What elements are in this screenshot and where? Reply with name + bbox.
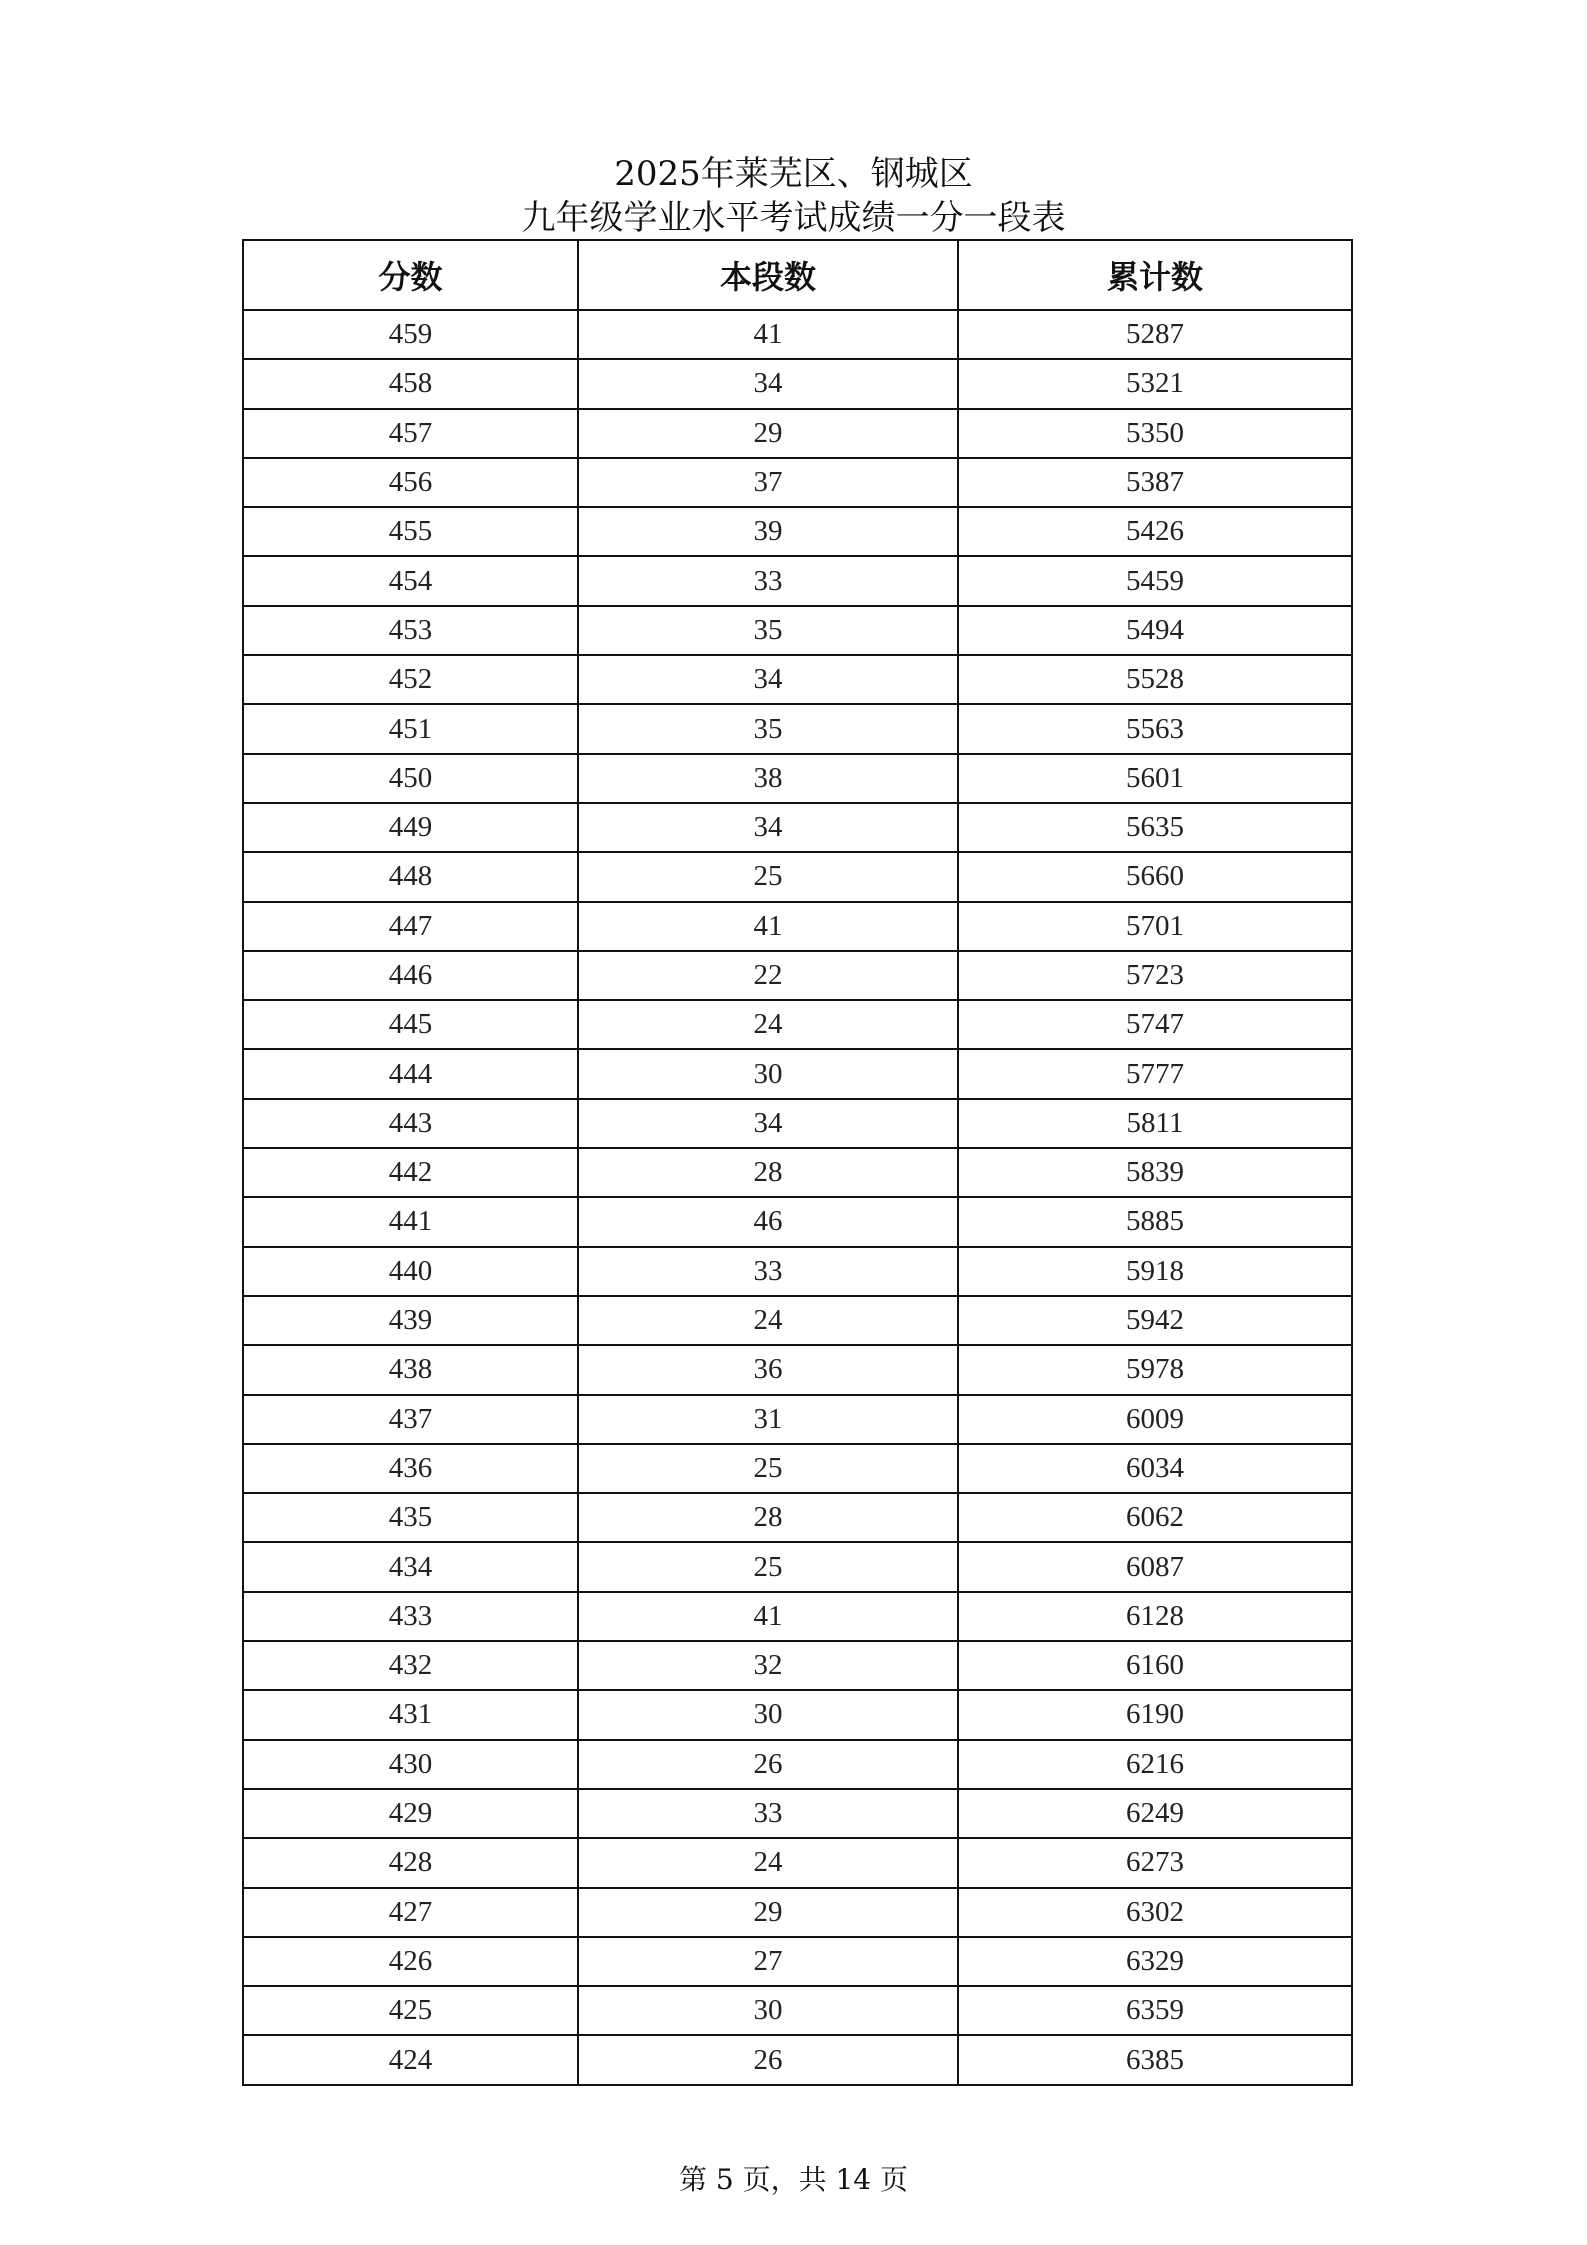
table-row <box>243 902 1352 951</box>
cell-cumulative-count: 6385 <box>958 2035 1352 2084</box>
cell-score: 427 <box>243 1888 578 1937</box>
cell-cumulative-count: 5701 <box>958 902 1352 951</box>
cell-cumulative-count: 6329 <box>958 1937 1352 1986</box>
cell-cumulative-count: 5885 <box>958 1197 1352 1246</box>
table-row <box>243 1345 1352 1394</box>
cell-segment-count: 39 <box>578 507 958 556</box>
table-row <box>243 1592 1352 1641</box>
column-header-segment-count: 本段数 <box>578 240 958 310</box>
cell-segment-count: 25 <box>578 1542 958 1591</box>
cell-cumulative-count: 5747 <box>958 1000 1352 1049</box>
cell-segment-count: 41 <box>578 902 958 951</box>
cell-cumulative-count: 5942 <box>958 1296 1352 1345</box>
table-row <box>243 1740 1352 1789</box>
cell-score: 443 <box>243 1099 578 1148</box>
cell-segment-count: 33 <box>578 1789 958 1838</box>
cell-score: 424 <box>243 2035 578 2084</box>
cell-score: 446 <box>243 951 578 1000</box>
cell-cumulative-count: 6249 <box>958 1789 1352 1838</box>
cell-score: 453 <box>243 606 578 655</box>
cell-segment-count: 34 <box>578 359 958 408</box>
cell-segment-count: 27 <box>578 1937 958 1986</box>
cell-segment-count: 35 <box>578 704 958 753</box>
table-row <box>243 1888 1352 1937</box>
table-row <box>243 458 1352 507</box>
table-row <box>243 704 1352 753</box>
table-row <box>243 1296 1352 1345</box>
table-row <box>243 1099 1352 1148</box>
table-body <box>243 310 1352 2085</box>
cell-cumulative-count: 5350 <box>958 409 1352 458</box>
cell-segment-count: 31 <box>578 1395 958 1444</box>
cell-cumulative-count: 5839 <box>958 1148 1352 1197</box>
cell-segment-count: 28 <box>578 1148 958 1197</box>
cell-segment-count: 36 <box>578 1345 958 1394</box>
cell-score: 442 <box>243 1148 578 1197</box>
table-row <box>243 409 1352 458</box>
cell-cumulative-count: 6034 <box>958 1444 1352 1493</box>
cell-segment-count: 24 <box>578 1000 958 1049</box>
cell-score: 426 <box>243 1937 578 1986</box>
cell-score: 459 <box>243 310 578 359</box>
cell-segment-count: 37 <box>578 458 958 507</box>
table-row <box>243 556 1352 605</box>
cell-cumulative-count: 5723 <box>958 951 1352 1000</box>
cell-segment-count: 30 <box>578 1986 958 2035</box>
table-row <box>243 359 1352 408</box>
cell-score: 456 <box>243 458 578 507</box>
cell-segment-count: 29 <box>578 409 958 458</box>
cell-segment-count: 32 <box>578 1641 958 1690</box>
table-row <box>243 754 1352 803</box>
table-row <box>243 1395 1352 1444</box>
cell-segment-count: 34 <box>578 655 958 704</box>
cell-segment-count: 41 <box>578 1592 958 1641</box>
cell-score: 438 <box>243 1345 578 1394</box>
table-row <box>243 1542 1352 1591</box>
table-row <box>243 1838 1352 1887</box>
cell-score: 432 <box>243 1641 578 1690</box>
cell-segment-count: 34 <box>578 803 958 852</box>
cell-score: 454 <box>243 556 578 605</box>
cell-score: 441 <box>243 1197 578 1246</box>
cell-score: 449 <box>243 803 578 852</box>
cell-score: 457 <box>243 409 578 458</box>
cell-cumulative-count: 5528 <box>958 655 1352 704</box>
cell-segment-count: 46 <box>578 1197 958 1246</box>
cell-cumulative-count: 5287 <box>958 310 1352 359</box>
cell-segment-count: 25 <box>578 852 958 901</box>
cell-score: 455 <box>243 507 578 556</box>
table-row <box>243 1986 1352 2035</box>
cell-cumulative-count: 5459 <box>958 556 1352 605</box>
table-row <box>243 1641 1352 1690</box>
cell-cumulative-count: 5494 <box>958 606 1352 655</box>
cell-segment-count: 38 <box>578 754 958 803</box>
cell-score: 445 <box>243 1000 578 1049</box>
table-row <box>243 310 1352 359</box>
cell-segment-count: 24 <box>578 1296 958 1345</box>
cell-cumulative-count: 5563 <box>958 704 1352 753</box>
table-row <box>243 606 1352 655</box>
cell-cumulative-count: 6359 <box>958 1986 1352 2035</box>
cell-score: 440 <box>243 1247 578 1296</box>
cell-segment-count: 28 <box>578 1493 958 1542</box>
table-row <box>243 1247 1352 1296</box>
table-row <box>243 951 1352 1000</box>
cell-score: 429 <box>243 1789 578 1838</box>
cell-score: 437 <box>243 1395 578 1444</box>
cell-cumulative-count: 5918 <box>958 1247 1352 1296</box>
cell-score: 447 <box>243 902 578 951</box>
cell-segment-count: 33 <box>578 1247 958 1296</box>
cell-cumulative-count: 6160 <box>958 1641 1352 1690</box>
cell-cumulative-count: 5978 <box>958 1345 1352 1394</box>
table-row <box>243 803 1352 852</box>
cell-cumulative-count: 5601 <box>958 754 1352 803</box>
cell-score: 434 <box>243 1542 578 1591</box>
table-row <box>243 2035 1352 2084</box>
cell-cumulative-count: 5635 <box>958 803 1352 852</box>
table-row <box>243 1789 1352 1838</box>
cell-segment-count: 29 <box>578 1888 958 1937</box>
cell-segment-count: 34 <box>578 1099 958 1148</box>
cell-score: 430 <box>243 1740 578 1789</box>
score-distribution-table <box>242 239 1353 2086</box>
cell-cumulative-count: 6273 <box>958 1838 1352 1887</box>
cell-segment-count: 26 <box>578 2035 958 2084</box>
cell-score: 435 <box>243 1493 578 1542</box>
table-row <box>243 655 1352 704</box>
page-title-line-1: 2025年莱芜区、钢城区 <box>614 154 973 194</box>
cell-score: 439 <box>243 1296 578 1345</box>
cell-score: 450 <box>243 754 578 803</box>
table-row <box>243 1148 1352 1197</box>
table-row <box>243 1049 1352 1098</box>
cell-cumulative-count: 6128 <box>958 1592 1352 1641</box>
cell-score: 444 <box>243 1049 578 1098</box>
cell-score: 451 <box>243 704 578 753</box>
cell-segment-count: 30 <box>578 1690 958 1739</box>
cell-cumulative-count: 6302 <box>958 1888 1352 1937</box>
cell-segment-count: 33 <box>578 556 958 605</box>
cell-segment-count: 24 <box>578 1838 958 1887</box>
cell-cumulative-count: 5811 <box>958 1099 1352 1148</box>
cell-segment-count: 41 <box>578 310 958 359</box>
cell-score: 433 <box>243 1592 578 1641</box>
cell-cumulative-count: 6216 <box>958 1740 1352 1789</box>
cell-score: 428 <box>243 1838 578 1887</box>
table-row <box>243 1690 1352 1739</box>
table-row <box>243 1197 1352 1246</box>
column-header-cumulative-count: 累计数 <box>958 240 1352 310</box>
cell-segment-count: 25 <box>578 1444 958 1493</box>
cell-cumulative-count: 6009 <box>958 1395 1352 1444</box>
cell-cumulative-count: 6087 <box>958 1542 1352 1591</box>
cell-score: 458 <box>243 359 578 408</box>
table-row <box>243 1000 1352 1049</box>
cell-cumulative-count: 5387 <box>958 458 1352 507</box>
cell-segment-count: 22 <box>578 951 958 1000</box>
cell-cumulative-count: 5777 <box>958 1049 1352 1098</box>
cell-segment-count: 26 <box>578 1740 958 1789</box>
cell-cumulative-count: 5426 <box>958 507 1352 556</box>
cell-cumulative-count: 5321 <box>958 359 1352 408</box>
cell-cumulative-count: 6062 <box>958 1493 1352 1542</box>
cell-segment-count: 30 <box>578 1049 958 1098</box>
cell-score: 431 <box>243 1690 578 1739</box>
cell-score: 425 <box>243 1986 578 2035</box>
cell-cumulative-count: 6190 <box>958 1690 1352 1739</box>
page-title-line-2: 九年级学业水平考试成绩一分一段表 <box>521 198 1066 238</box>
table-row <box>243 1493 1352 1542</box>
table-header-row <box>243 240 1352 310</box>
cell-score: 436 <box>243 1444 578 1493</box>
cell-score: 452 <box>243 655 578 704</box>
table-row <box>243 1937 1352 1986</box>
table-row <box>243 507 1352 556</box>
column-header-score: 分数 <box>243 240 578 310</box>
page-footer: 第 5 页，共 14 页 <box>678 2163 909 2196</box>
table-row <box>243 852 1352 901</box>
cell-segment-count: 35 <box>578 606 958 655</box>
cell-cumulative-count: 5660 <box>958 852 1352 901</box>
table-row <box>243 1444 1352 1493</box>
cell-score: 448 <box>243 852 578 901</box>
